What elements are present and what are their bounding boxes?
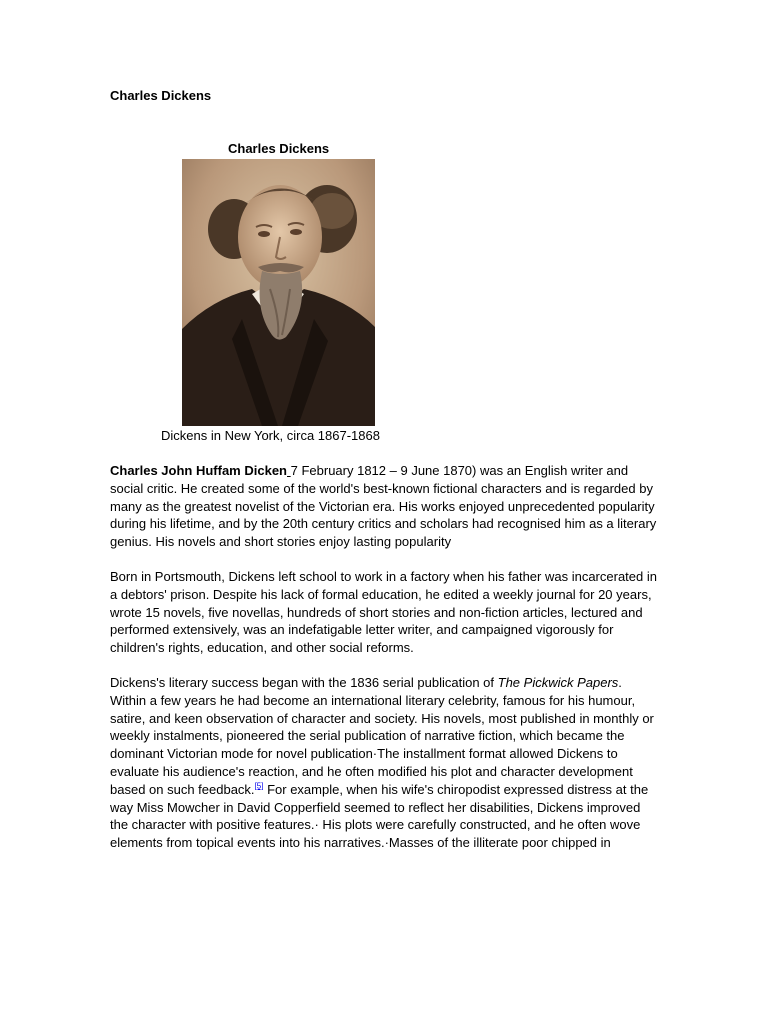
paragraph-2: Born in Portsmouth, Dickens left school to work in a factory when his father was incarcerated in a debtors' prison. Despite his lack of formal education, he edited a weekly journal for 20 years, wrote 15 novels, five novellas, hundreds of short stories and non-fiction articles, lectured and performed extensively, was an indefatigable letter writer, and campaigned vigorously for children's rights, education, and other social reforms. [110,568,657,656]
figure-caption: Dickens in New York, circa 1867-1868 [161,428,380,443]
paragraph-3-text-a: Dickens's literary success began with the 1836 serial publication of [110,674,498,690]
paragraph-3-text-b: . Within a few years he had become an international literary celebrity, famous for his humour, satire, and keen observation of character and society. His novels, most published in monthly or weekly instalments, pioneered the serial publication of narrative fiction, which became the dominant Victorian mode for novel publication·The installment format allowed Dickens to evaluate his audience's reaction, and he often modified his plot and character development based on such feedback. [110,674,654,797]
figure-title: Charles Dickens [228,141,330,156]
paragraph-1-text: 7 February 1812 – 9 June 1870) was an English writer and social critic. He created some of the world's best-known fictional characters and is regarded by many as the greatest novelist of the Victorian era. His works enjoyed unprecedented popularity during his lifetime, and by the 20th century critics and scholars had recognised him as a literary genius. His novels and short stories enjoy lasting popularity [110,463,657,550]
portrait-photo [182,159,375,426]
paragraph-3-text-c: For example, when his wife's chiropodist expressed distress at the way Miss Mowcher in David Copperfield seemed to reflect her disabilities, Dickens improved the character with positive features.· His plots were carefully constructed, and he often wove elements from topical events into his narratives.·Masses of the illiterate poor chipped in [110,781,649,851]
subject-name: Charles John Huffam Dicken [110,463,287,478]
document-title: Charles Dickens [110,88,212,103]
article-body [110,462,658,869]
book-title-pickwick: The Pickwick Papers [497,674,619,690]
paragraph-3 [110,674,658,852]
citation-link[interactable]: [5] [254,781,264,791]
paragraph-1 [110,462,658,551]
